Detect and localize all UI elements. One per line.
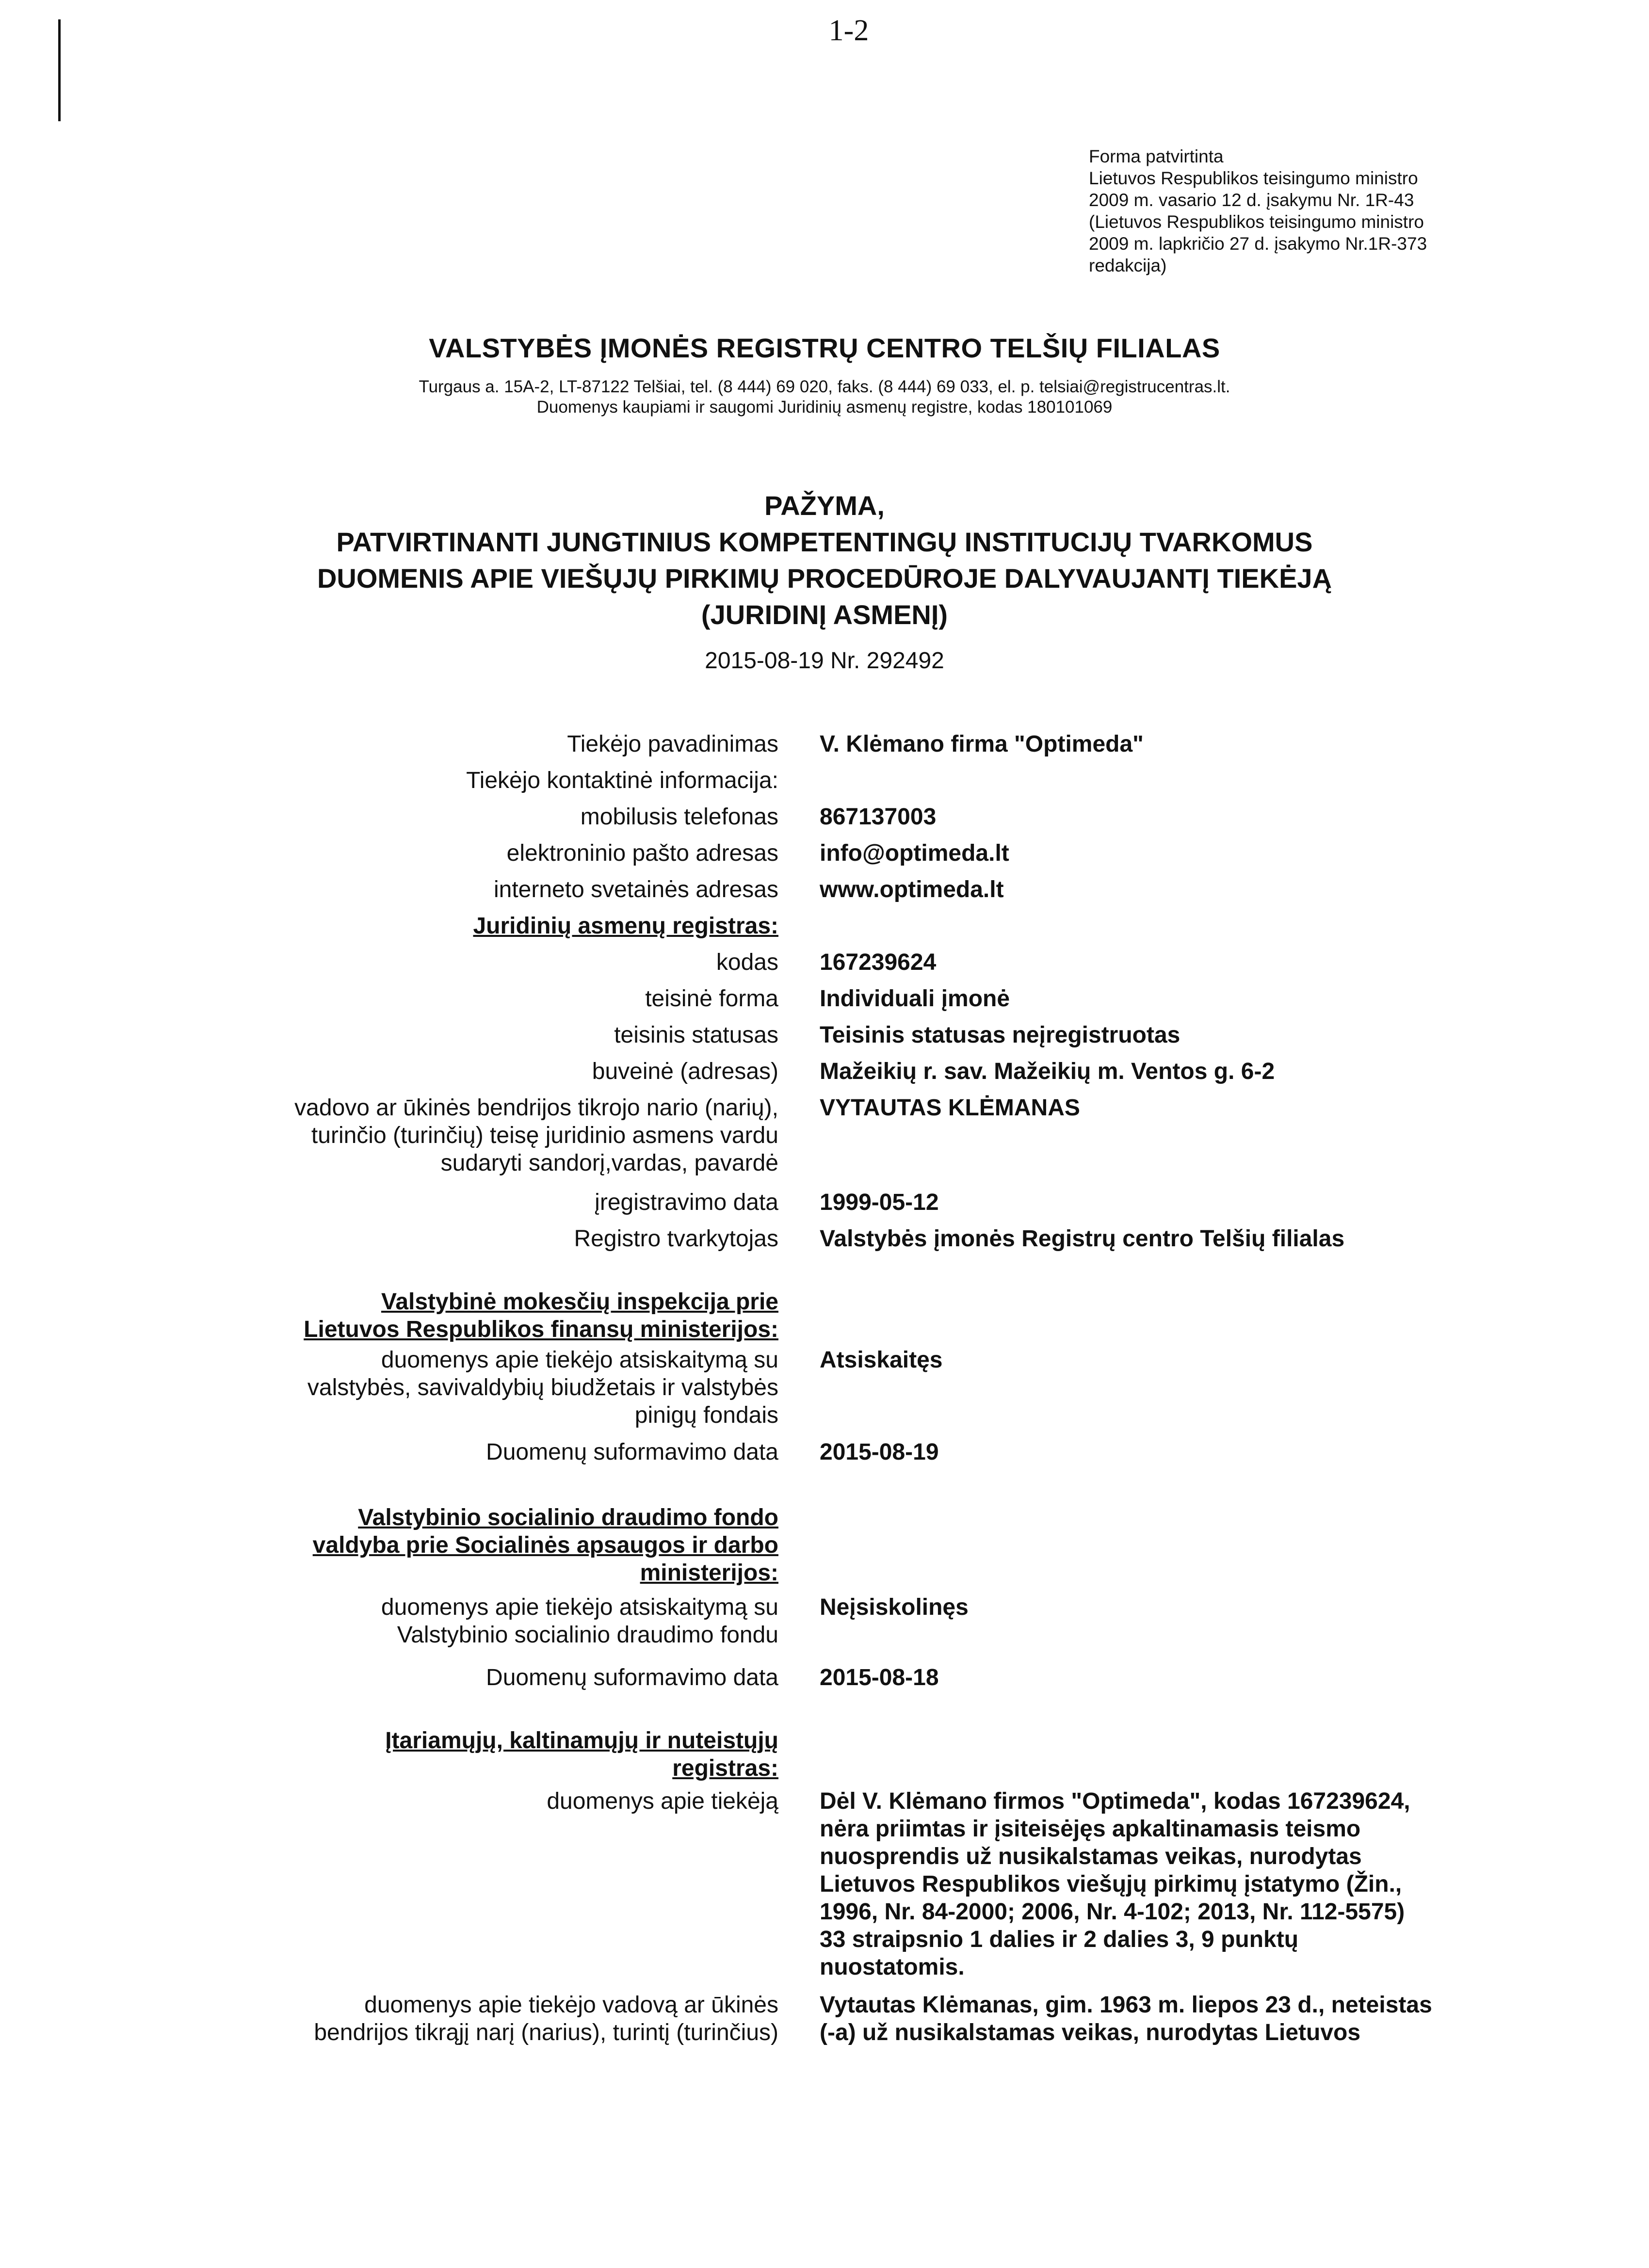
- section-heading: [196, 1288, 778, 1343]
- field-label: Tiekėjo kontaktinė informacija:: [466, 768, 778, 793]
- field-label: duomenys apie tiekėją: [547, 1788, 778, 1814]
- field-label: Duomenų suformavimo data: [486, 1439, 778, 1465]
- heading-line: ministerijos:: [640, 1560, 778, 1586]
- field-label: [148, 1346, 778, 1429]
- heading-line: Valstybinė mokesčių inspekcija prie: [381, 1289, 778, 1315]
- field-label: interneto svetainės adresas: [493, 877, 778, 902]
- form-note-line: 2009 m. lapkričio 27 d. įsakymo Nr.1R-373: [1089, 234, 1427, 254]
- title-line: PATVIRTINANTI JUNGTINIUS KOMPETENTINGŲ INSTITUCIJŲ TVARKOMUS: [336, 527, 1313, 557]
- heading-line: registras:: [672, 1755, 778, 1781]
- field-value: Individuali įmonė: [820, 986, 1010, 1012]
- field-value: [820, 1991, 1523, 2046]
- field-label: Tiekėjo pavadinimas: [567, 731, 778, 757]
- field-value: Teisinis statusas neįregistruotas: [820, 1022, 1180, 1048]
- field-label: [148, 1094, 778, 1177]
- section-heading: [196, 1504, 778, 1587]
- label-line: bendrijos tikrąjį narį (narius), turintį (turinčius): [314, 2020, 778, 2045]
- organization-address: Turgaus a. 15A-2, LT-87122 Telšiai, tel. (8 444) 69 020, faks. (8 444) 69 033, el. p. telsiai@registrucentras.lt.: [419, 377, 1230, 396]
- field-label: įregistravimo data: [595, 1190, 778, 1215]
- organization-note: Duomenys kaupiami ir saugomi Juridinių asmenų registre, kodas 180101069: [536, 398, 1113, 417]
- field-label: [148, 1593, 778, 1649]
- heading-line: Įtariamųjų, kaltinamųjų ir nuteistųjų: [385, 1728, 778, 1753]
- form-note-line: Lietuvos Respublikos teisingumo ministro: [1089, 168, 1418, 188]
- label-line: turinčio (turinčių) teisę juridinio asmens vardu: [311, 1123, 778, 1148]
- page-number: 1-2: [828, 14, 869, 47]
- section-heading: [196, 1727, 778, 1782]
- field-value: Mažeikių r. sav. Mažeikių m. Ventos g. 6-2: [820, 1059, 1275, 1084]
- field-value: Atsiskaitęs: [820, 1347, 943, 1373]
- label-line: vadovo ar ūkinės bendrijos tikrojo nario (narių),: [294, 1095, 778, 1121]
- form-note-line: redakcija): [1089, 256, 1167, 275]
- label-line: pinigų fondais: [634, 1402, 778, 1428]
- form-note-line: 2009 m. vasario 12 d. įsakymu Nr. 1R-43: [1089, 190, 1414, 210]
- heading-line: Valstybinio socialinio draudimo fondo: [358, 1505, 778, 1530]
- value-line: nuostatomis.: [820, 1954, 965, 1980]
- title-line: PAŽYMA,: [764, 490, 885, 521]
- field-value: 867137003: [820, 804, 937, 830]
- value-line: nėra priimtas ir įsiteisėjęs apkaltinamasis teismo: [820, 1816, 1361, 1842]
- title-line: DUOMENIS APIE VIEŠŲJŲ PIRKIMŲ PROCEDŪROJE DALYVAUJANTĮ TIEKĖJĄ: [317, 563, 1332, 594]
- field-value: 167239624: [820, 949, 937, 975]
- field-value: Neįsiskolinęs: [820, 1594, 969, 1620]
- label-line: duomenys apie tiekėjo atsiskaitymą su: [381, 1594, 778, 1620]
- section-heading: Juridinių asmenų registras:: [473, 913, 778, 939]
- field-label: mobilusis telefonas: [580, 804, 778, 830]
- field-value: 1999-05-12: [820, 1190, 939, 1215]
- value-line: Dėl V. Klėmano firmos "Optimeda", kodas 167239624,: [820, 1788, 1410, 1814]
- value-line: Lietuvos Respublikos viešųjų pirkimų įstatymo (Žin.,: [820, 1871, 1402, 1897]
- label-line: duomenys apie tiekėjo atsiskaitymą su: [381, 1347, 778, 1373]
- form-note-line: (Lietuvos Respublikos teisingumo ministro: [1089, 212, 1424, 232]
- field-label: Duomenų suformavimo data: [486, 1665, 778, 1690]
- field-value: VYTAUTAS KLĖMANAS: [820, 1095, 1080, 1121]
- field-label: buveinė (adresas): [592, 1059, 778, 1084]
- field-value: V. Klėmano firma "Optimeda": [820, 731, 1144, 757]
- field-value: www.optimeda.lt: [820, 877, 1004, 902]
- document-title: [0, 487, 1649, 633]
- label-line: sudaryti sandorį,vardas, pavardė: [440, 1150, 778, 1176]
- field-label: kodas: [716, 949, 778, 975]
- label-line: Valstybinio socialinio draudimo fondu: [397, 1622, 778, 1648]
- document-date-number: 2015-08-19 Nr. 292492: [705, 648, 944, 674]
- form-approval-note: [1089, 145, 1525, 276]
- field-value: [820, 1787, 1523, 1981]
- label-line: duomenys apie tiekėjo vadovą ar ūkinės: [364, 1992, 778, 2018]
- field-value: info@optimeda.lt: [820, 840, 1009, 866]
- field-value: Valstybės įmonės Registrų centro Telšių filialas: [820, 1226, 1345, 1252]
- heading-line: Lietuvos Respublikos finansų ministerijos:: [304, 1317, 778, 1342]
- organization-name: VALSTYBĖS ĮMONĖS REGISTRŲ CENTRO TELŠIŲ FILIALAS: [429, 333, 1220, 363]
- value-line: (-a) už nusikalstamas veikas, nurodytas Lietuvos: [820, 2020, 1361, 2045]
- value-line: 1996, Nr. 84-2000; 2006, Nr. 4-102; 2013, Nr. 112-5575): [820, 1899, 1405, 1925]
- field-label: teisinė forma: [645, 986, 778, 1012]
- title-line: (JURIDINĮ ASMENĮ): [701, 599, 948, 630]
- field-value: 2015-08-18: [820, 1665, 939, 1690]
- field-label: teisinis statusas: [614, 1022, 778, 1048]
- value-line: Vytautas Klėmanas, gim. 1963 m. liepos 23 d., neteistas: [820, 1992, 1432, 2018]
- heading-line: valdyba prie Socialinės apsaugos ir darbo: [312, 1532, 778, 1558]
- value-line: 33 straipsnio 1 dalies ir 2 dalies 3, 9 punktų: [820, 1927, 1299, 1952]
- field-label: [148, 1991, 778, 2046]
- field-value: 2015-08-19: [820, 1439, 939, 1465]
- scan-margin-line: [58, 19, 61, 121]
- value-line: nuosprendis už nusikalstamas veikas, nurodytas: [820, 1844, 1362, 1869]
- label-line: valstybės, savivaldybių biudžetais ir valstybės: [307, 1375, 778, 1400]
- form-note-line: Forma patvirtinta: [1089, 146, 1224, 166]
- field-label: elektroninio pašto adresas: [506, 840, 778, 866]
- field-label: Registro tvarkytojas: [574, 1226, 778, 1252]
